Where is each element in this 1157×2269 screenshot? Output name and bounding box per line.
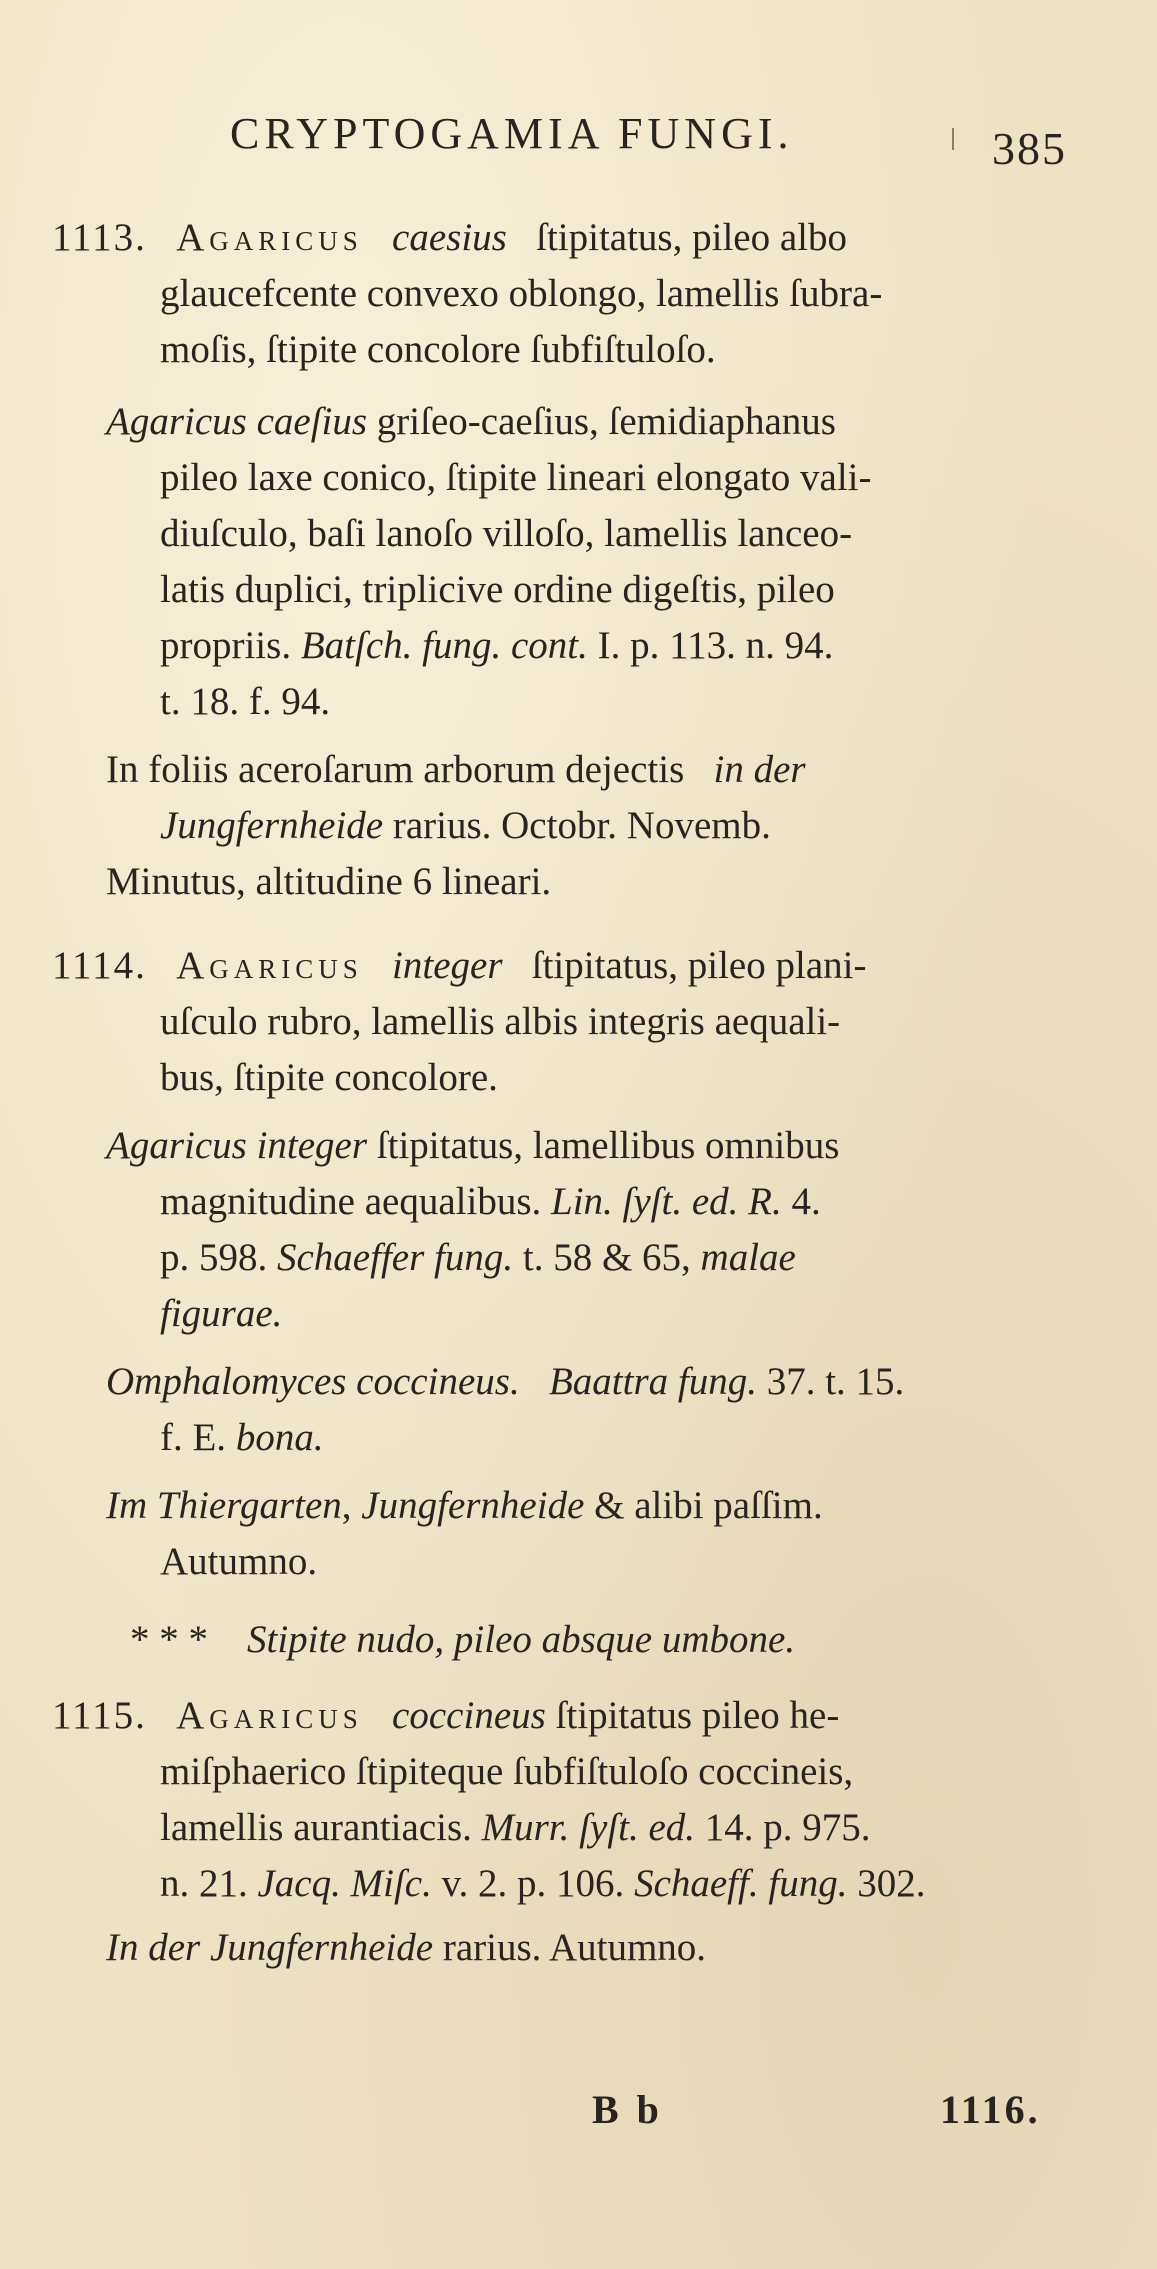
genus-name: Agaricus	[176, 944, 363, 987]
size-note: Minutus, altitudine 6 lineari.	[106, 860, 552, 903]
entry-number: 1113.	[52, 216, 147, 259]
citation-numbers: n. 21.	[160, 1862, 258, 1905]
synonym-line	[106, 1356, 904, 1408]
habitat-line	[106, 744, 806, 796]
synonym-name: Omphalomyces coccineus.	[106, 1360, 520, 1403]
description-text: ſtipitatus, pileo albo	[536, 216, 847, 259]
citation-numbers: t. 58 & 65,	[513, 1236, 701, 1279]
synonym-reference-line	[160, 620, 833, 672]
description-line: bus, ſtipite concolore.	[160, 1056, 498, 1099]
description-line	[160, 1802, 871, 1854]
habitat-location: Jungfernheide	[160, 804, 384, 847]
synonym-text: griſeo-caeſius, ſemidiaphanus	[367, 400, 836, 443]
figure-quality-text: figurae.	[160, 1292, 283, 1335]
synonym-line: pileo laxe conico, ſtipite lineari elongato vali-	[160, 456, 872, 499]
page-header	[0, 108, 1157, 174]
entry-number: 1115.	[52, 1694, 147, 1737]
bibliographic-reference: Schaeff. fung.	[634, 1862, 848, 1905]
habitat-text: rarius. Autumno.	[433, 1926, 707, 1969]
figure-quality-note: malae	[700, 1236, 796, 1279]
entry-number: 1114.	[52, 944, 147, 987]
habitat-season: Autumno.	[160, 1540, 318, 1583]
description-line: moſis, ſtipite concolore ſubfiſtuloſo.	[160, 328, 716, 371]
signature-mark: B b	[592, 2087, 663, 2132]
entry-1115-heading	[52, 1690, 839, 1742]
entry-1114-heading	[52, 940, 866, 992]
synonym-line	[160, 1176, 821, 1228]
habitat-location: Im Thiergarten	[106, 1484, 342, 1527]
entry-1113-heading	[52, 212, 847, 264]
synonym-line: diuſculo, baſi lanoſo villoſo, lamellis lanceo-	[160, 512, 853, 555]
habitat-text: In foliis aceroſarum arborum dejectis	[106, 748, 685, 791]
figure-quality-note: bona.	[235, 1416, 324, 1459]
habitat-line	[160, 800, 771, 852]
description-text: lamellis aurantiacis.	[160, 1806, 482, 1849]
synonym-line	[160, 1232, 796, 1284]
synonym-name: Agaricus caeſius	[106, 400, 368, 443]
bibliographic-reference: Lin. ſyſt. ed. R.	[551, 1180, 782, 1223]
bibliographic-reference: Batſch. fung. cont.	[300, 624, 588, 667]
species-name: caesius	[392, 216, 507, 259]
description-text: ſtipitatus, pileo plani-	[531, 944, 867, 987]
synonym-line: latis duplici, triplicive ordine digeſtis, pileo	[160, 568, 835, 611]
citation-numbers: 302.	[847, 1862, 926, 1905]
synonym-line	[106, 396, 836, 448]
citation-numbers: 14. p. 975.	[695, 1806, 871, 1849]
section-heading	[130, 1614, 795, 1666]
bibliographic-reference: Jacq. Miſc.	[257, 1862, 432, 1905]
habitat-location: Jungfernheide	[361, 1484, 585, 1527]
citation-numbers: 37. t. 15.	[756, 1360, 905, 1403]
habitat-text: & alibi paſſim.	[584, 1484, 823, 1527]
bibliographic-reference: Schaeffer fung.	[277, 1236, 514, 1279]
habitat-location: In der Jungfernheide	[106, 1926, 434, 1969]
description-line: miſphaerico ſtipiteque ſubfiſtuloſo coccineis,	[160, 1750, 854, 1793]
page-number: 385	[992, 123, 1067, 174]
bibliographic-reference: Murr. ſyſt. ed.	[481, 1806, 696, 1849]
citation-line: t. 18. f. 94.	[160, 680, 331, 723]
species-name: coccineus	[392, 1694, 546, 1737]
synonym-name: Agaricus integer	[106, 1124, 368, 1167]
section-title: Stipite nudo, pileo absque umbone.	[247, 1618, 796, 1661]
synonym-text: ſtipitatus, lamellibus omnibus	[367, 1124, 840, 1167]
bibliographic-reference: Baattra fung.	[548, 1360, 757, 1403]
citation-numbers: v. 2. p. 106.	[431, 1862, 635, 1905]
synonym-line	[160, 1412, 324, 1464]
figure-quality-note	[160, 1288, 282, 1340]
catchword: 1116.	[940, 2087, 1041, 2132]
section-marker: * * *	[130, 1618, 208, 1661]
citation-numbers: I. p. 113. n. 94.	[587, 624, 834, 667]
habitat-separator: ,	[341, 1484, 362, 1527]
description-text: ſtipitatus pileo he-	[545, 1694, 840, 1737]
citation-numbers: 4.	[781, 1180, 821, 1223]
habitat-line	[106, 1480, 823, 1532]
synonym-text: propriis.	[160, 624, 301, 667]
running-title: CRYPTOGAMIA FUNGI.	[230, 109, 794, 158]
habitat-line	[106, 1922, 706, 1974]
habitat-season: rarius. Octobr. Novemb.	[383, 804, 771, 847]
habitat-location: in der	[713, 748, 806, 791]
citation-numbers: f. E.	[160, 1416, 236, 1459]
description-line: glaucefcente convexo oblongo, lamellis ſubra-	[160, 272, 883, 315]
genus-name: Agaricus	[176, 1694, 363, 1737]
genus-name: Agaricus	[176, 216, 363, 259]
header-divider	[952, 128, 954, 150]
description-line: uſculo rubro, lamellis albis integris aequali-	[160, 1000, 841, 1043]
species-name: integer	[392, 944, 503, 987]
synonym-text: magnitudine aequalibus.	[160, 1180, 551, 1223]
synonym-line	[106, 1120, 839, 1172]
citation-numbers: p. 598.	[160, 1236, 277, 1279]
citation-line	[160, 1858, 925, 1910]
